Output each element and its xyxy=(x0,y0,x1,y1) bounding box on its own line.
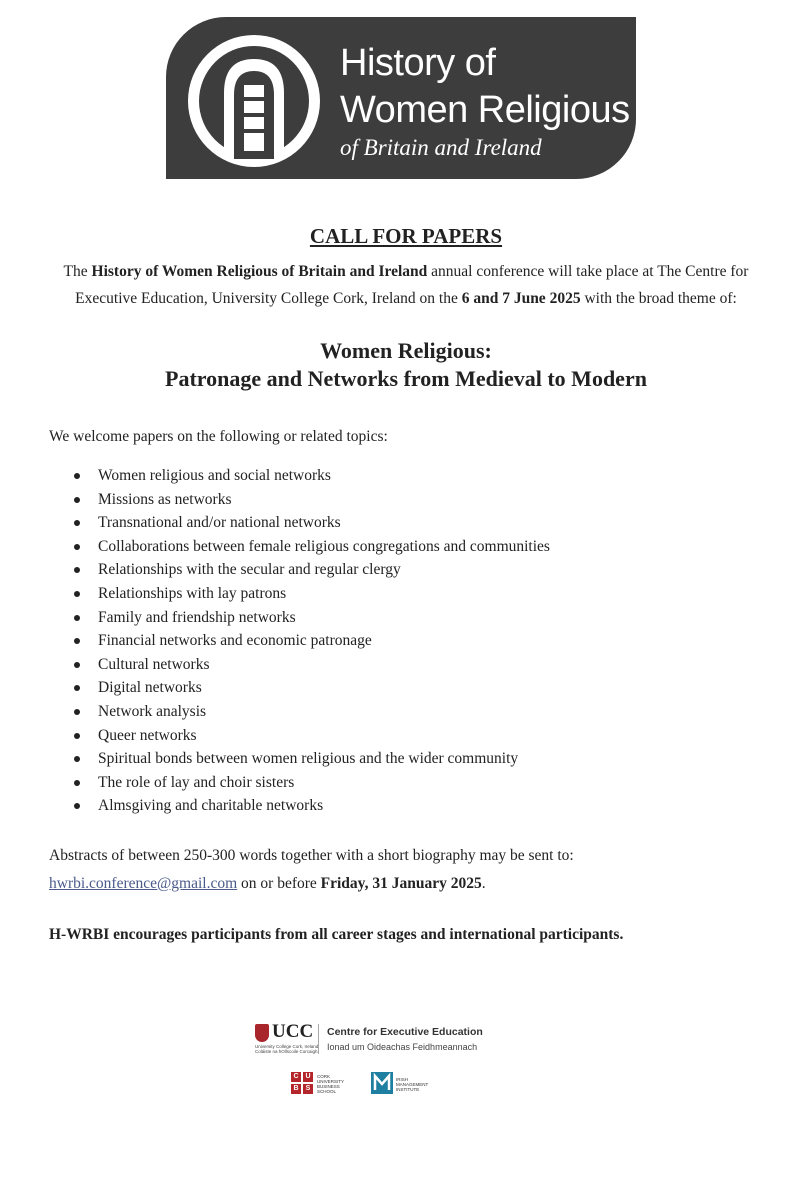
page-heading: CALL FOR PAPERS xyxy=(309,224,503,248)
abstracts-line1: Abstracts of between 250-300 words together with a short biography may be sent to: xyxy=(49,847,574,864)
topic-item: Missions as networks xyxy=(70,488,550,512)
topic-item: Relationships with lay patrons xyxy=(70,582,550,606)
bullet-icon xyxy=(74,780,80,786)
emblem-icon xyxy=(184,31,324,171)
theme-line1: Women Religious: xyxy=(320,338,492,363)
ucc-subtext: University College Cork, Ireland Coláiste na hOllscoile Corcaigh xyxy=(255,1044,319,1054)
topics-list xyxy=(70,464,550,818)
banner-title-line2: Women Religious xyxy=(340,89,630,131)
bullet-icon xyxy=(74,615,80,621)
bullet-icon xyxy=(74,520,80,526)
ucc-logo-text: UCC xyxy=(272,1021,314,1042)
topic-item: Network analysis xyxy=(70,700,550,724)
topic-item: Family and friendship networks xyxy=(70,606,550,630)
cubs-logo-icon: C U B S xyxy=(291,1072,313,1094)
topic-item: Transnational and/or national networks xyxy=(70,511,550,535)
topic-item: Financial networks and economic patronage xyxy=(70,629,550,653)
header-banner xyxy=(166,17,636,179)
cee-title: Centre for Executive Education xyxy=(327,1026,483,1038)
topic-item: Collaborations between female religious congregations and communities xyxy=(70,535,550,559)
conference-dates: 6 and 7 June 2025 xyxy=(461,290,581,307)
bullet-icon xyxy=(74,567,80,573)
theme-line2: Patronage and Networks from Medieval to Modern xyxy=(165,366,647,391)
topic-item: Almsgiving and charitable networks xyxy=(70,794,550,818)
topic-item: Spiritual bonds between women religious and the wider community xyxy=(70,747,550,771)
banner-title-line1: History of xyxy=(340,42,496,84)
intro-text-3: with the broad theme of: xyxy=(580,290,737,307)
intro-paragraph xyxy=(40,258,772,312)
cee-subtitle: Ionad um Oideachas Feidhmeannach xyxy=(327,1042,478,1052)
topic-item: Relationships with the secular and regular clergy xyxy=(70,558,550,582)
email-link[interactable]: hwrbi.conference@gmail.com xyxy=(49,875,238,892)
logo-divider xyxy=(318,1024,319,1054)
intro-text-2: annual conference will take place at The Centre for Executive Education, University College Cork, Ireland on the xyxy=(75,263,749,307)
imi-text: IRISH MANAGEMENT INSTITUTE xyxy=(396,1077,429,1092)
topic-item: Queer networks xyxy=(70,724,550,748)
footer-logos xyxy=(255,1022,555,1102)
bullet-icon xyxy=(74,709,80,715)
conference-theme xyxy=(0,337,812,393)
bullet-icon xyxy=(74,473,80,479)
abstracts-info xyxy=(49,842,574,898)
bullet-icon xyxy=(74,756,80,762)
intro-text-1: The xyxy=(63,263,92,280)
ucc-crest-icon xyxy=(255,1024,269,1042)
bullet-icon xyxy=(74,733,80,739)
cubs-text: CORK UNIVERSITY BUSINESS SCHOOL xyxy=(317,1074,345,1094)
bullet-icon xyxy=(74,685,80,691)
abstracts-line2: hwrbi.conference@gmail.com on or before Friday, 31 January 2025. xyxy=(49,875,486,892)
topic-item: Cultural networks xyxy=(70,653,550,677)
topic-item: Women religious and social networks xyxy=(70,464,550,488)
welcome-text: We welcome papers on the following or related topics: xyxy=(49,428,388,445)
bullet-icon xyxy=(74,662,80,668)
banner-subtitle: of Britain and Ireland xyxy=(340,135,542,160)
encourage-text: H-WRBI encourages participants from all career stages and international participants. xyxy=(49,926,624,943)
topic-item: Digital networks xyxy=(70,676,550,700)
bullet-icon xyxy=(74,497,80,503)
topic-item: The role of lay and choir sisters xyxy=(70,771,550,795)
imi-logo-icon xyxy=(371,1072,393,1094)
bullet-icon xyxy=(74,544,80,550)
org-name: History of Women Religious of Britain and Ireland xyxy=(91,263,428,280)
deadline-date: Friday, 31 January 2025 xyxy=(320,875,482,892)
bullet-icon xyxy=(74,803,80,809)
bullet-icon xyxy=(74,591,80,597)
bullet-icon xyxy=(74,638,80,644)
